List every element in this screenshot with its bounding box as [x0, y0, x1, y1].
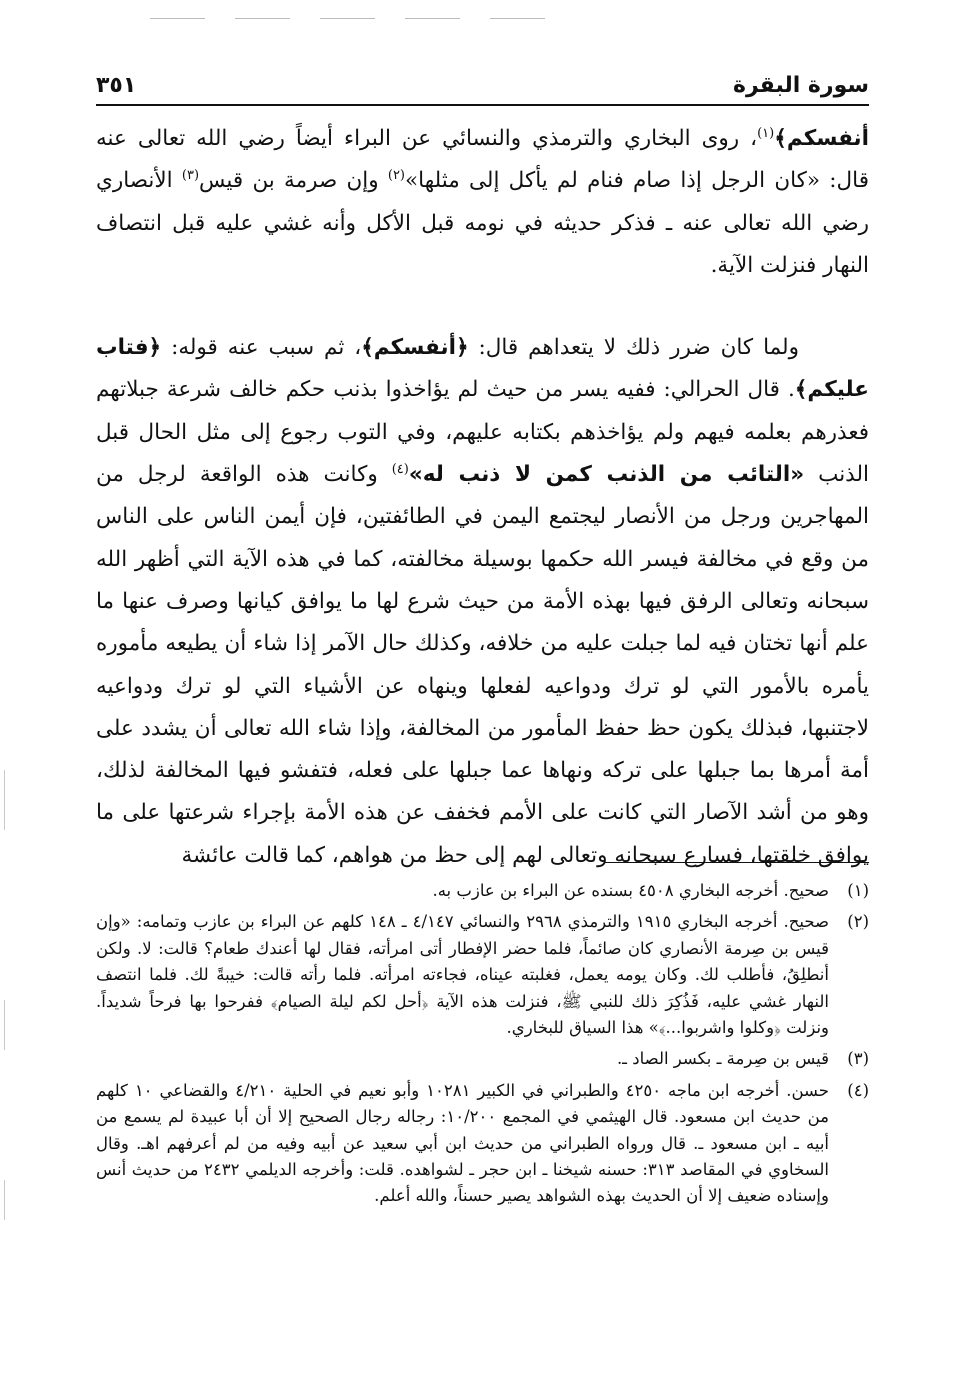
footnote-ref-3: (٣): [181, 168, 200, 184]
scan-margin-mark: [4, 1000, 5, 1050]
footnote-number: (٣): [847, 1049, 869, 1069]
footnote-item: [96, 878, 869, 904]
footnote-text: صحيح. أخرجه البخاري ٤٥٠٨ بسنده عن البراء بن عازب به.: [432, 881, 829, 900]
footnote-ref-2: (٢): [387, 168, 405, 184]
footnote-text: حسن. أخرجه ابن ماجه ٤٢٥٠ والطبراني في الكبير ١٠٢٨١ وأبو نعيم في الحلية ٤/٢١٠ والقضاعي ١٠ كلهم من حديث ابن مسعود. قال الهيثمي في المجمع ١٠/٢٠٠: رجاله رجال الصحيح إلا أن أبا عبيدة لم يسمع من أبيه ـ ابن مسعود ـ. قال ورواه الطبراني من حديث ابن أبي سعيد عن أبيه وفيه من لم أعرفهم اهـ. وقال السخاوي في المقاصد ٣١٣: حسنه شيخنا ـ ابن حجر ـ لشواهده. قلت: وأخرجه الديلمي ٢٤٣٢ من حديث أنس وإسناده ضعيف إلا أن الحديث بهذه الشواهد يصير حسناً، والله أعلم.: [96, 1080, 829, 1206]
page-header: [96, 70, 869, 100]
footnote-ref-4: (٤): [391, 461, 409, 477]
footnote-text: صحيح. أخرجه البخاري ١٩١٥ والترمذي ٢٩٦٨ والنسائي ٤/١٤٧ ـ ١٤٨ كلهم عن البراء بن عازب وتمامه: «وإن قيس بن صِرمة الأنصاري كان صائماً، فلما حضر الإفطار أتى امرأته، فقال لها أعندك طعام؟ قالت: لا. ولكن أنطلِقُ، فأطلب لك. وكان يومه يعمل، فغلبته عيناه، فجاءته امرأته. فلما رأته قالت: خيبةً لك. فلما انتصف النهار غشي عليه، فَذُكِرَ ذلك للنبي ﷺ، فنزلت هذه الآية ﴿أحل لكم ليلة الصيام﴾ ففرحوا بها فرحاً شديداً. ونزلت ﴿وكلوا واشربوا...﴾» هذا السياق للبخاري.: [96, 912, 829, 1038]
scan-margin-mark: [4, 770, 5, 830]
footnote-item: [96, 1078, 869, 1210]
footnotes: [96, 878, 869, 1215]
footnote-item: [96, 1046, 869, 1072]
footnote-divider: [605, 862, 869, 863]
footnote-item: [96, 909, 869, 1041]
surah-title: سورة البقرة: [732, 72, 869, 98]
main-text: [96, 118, 869, 877]
hadith-quote: «التائب من الذنب كمن لا ذنب له»: [408, 462, 805, 488]
scan-artifact-lines: [150, 4, 575, 23]
scan-margin-mark: [4, 1180, 5, 1220]
paragraph-2: ولما كان ضرر ذلك لا يتعداهم قال: ﴿أنفسكم﴾، ثم سبب عنه قوله: ﴿فتاب عليكم﴾. قال الحرالي: ففيه يسر من حيث لم يؤاخذوا بذنب حكم خالف شرعة جبلاتهم فعذرهم بعلمه فيهم ولم يؤاخذهم بكتابه عليهم، وفي التوب رجوع إلى مثل الحال قبل الذنب «التائب من الذنب كمن لا ذنب له»$^{(٤)}$ وكانت هذه الواقعة لرجل من المهاجرين ورجل من الأنصار ليجتمع اليمن في الطائفتين، فإن أيمن الناس على الناس من وقع في مخالفة فيسر الله حكمها بوسيلة مخالفته، كما في هذه الآية التي أظهر الله سبحانه وتعالى الرفق فيها بهذه الأمة من حيث شرع لها ما يوافق كيانها وصرف عنها ما علم أنها تختان فيه لما جبلت عليه من خلافه، وكذلك حال الآمر إذا شاء أن يطيعه مأموره يأمره بالأمور التي لو ترك ودواعيه لفعلها وينهاه عن الأشياء التي لو ترك ودواعيه لاجتنبها، فبذلك يكون حظ حفظ المأمور من المخالفة، وإذا شاء الله تعالى أن يشدد على أمة أمرها بما جبلها على تركه ونهاها عما جبلها على فعله، فتفشو فيها المخالفة لذلك، وهو من أشد الآصار التي كانت على الأمم فخفف عن هذه الأمة بإجراء شرعتها على ما يوافق خلقتها، فسارع سبحانه وتعالى لهم إلى حظ من هواهم، كما قالت عائشة: [96, 335, 869, 868]
quran-fragment: أنفسكم﴾: [774, 126, 869, 151]
footnote-number: (٢): [847, 912, 869, 932]
header-divider: [96, 104, 869, 106]
footnote-number: (١): [847, 881, 869, 900]
quran-quote: ﴿فتاب عليكم﴾: [96, 335, 869, 403]
quran-quote: ﴿أنفسكم﴾: [361, 335, 469, 361]
footnote-number: (٤): [847, 1080, 869, 1100]
paragraph-1: أنفسكم﴾$^{(١)}$، روى البخاري والترمذي والنسائي عن البراء أيضاً رضي الله تعالى عنه قال: «كان الرجل إذا صام فنام لم يأكل إلى مثلها»$^{(٢)}$ وإن صرمة بن قيس$^{(٣)}$ الأنصاري رضي الله تعالى عنه ـ فذكر حديثه في نومه قبل الأكل وأنه غشي عليه قبل انتصاف النهار فنزلت الآية.: [96, 125, 869, 278]
footnote-text: قيس بن صِرمة ـ بكسر الصاد ـ.: [616, 1049, 829, 1069]
footnote-ref-1: (١): [757, 125, 775, 141]
page-number: ٣٥١: [96, 72, 137, 98]
